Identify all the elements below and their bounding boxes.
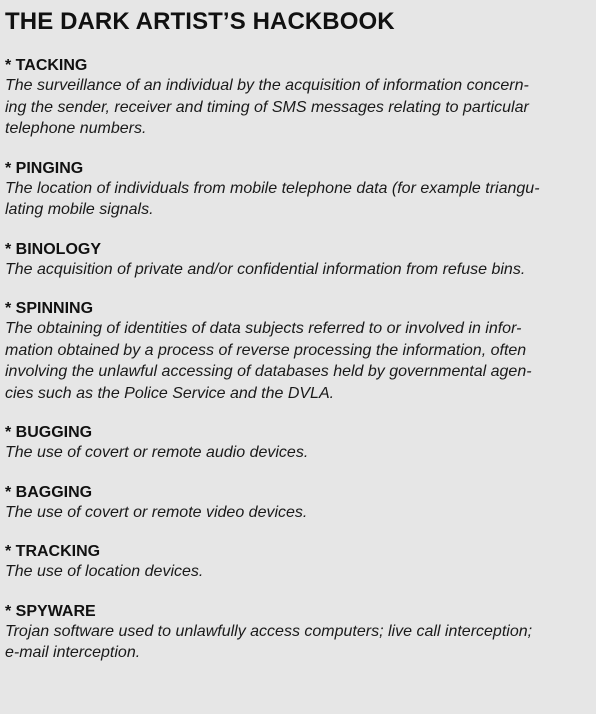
definition-line: telephone numbers. bbox=[5, 120, 147, 137]
definition-line: cies such as the Police Service and the DVLA. bbox=[5, 384, 335, 402]
definition-line: ing the sender, receiver and timing of SMS messages relating to particular bbox=[5, 98, 529, 116]
definition-line: The use of covert or remote audio devices. bbox=[5, 444, 309, 461]
entry-definition bbox=[5, 561, 592, 583]
entry-pinging bbox=[5, 159, 592, 221]
definition-line: The use of location devices. bbox=[5, 563, 204, 580]
definition-line: The obtaining of identities of data subjects referred to or involved in infor- bbox=[5, 320, 522, 337]
definition-line: The surveillance of an individual by the acquisition of information concern- bbox=[5, 77, 529, 94]
definition-line: The location of individuals from mobile telephone data (for example triangu- bbox=[5, 179, 540, 197]
definition-line: The acquisition of private and/or confidential information from refuse bins. bbox=[5, 260, 526, 278]
entry-definition bbox=[5, 318, 592, 404]
entry-definition bbox=[5, 442, 592, 464]
definition-line: mation obtained by a process of reverse processing the information, often bbox=[5, 341, 527, 359]
page-title: THE DARK ARTIST’S HACKBOOK bbox=[5, 8, 395, 35]
entry-term: * BAGGING bbox=[5, 483, 93, 501]
entry-tracking bbox=[5, 542, 592, 583]
entry-term: * SPINNING bbox=[5, 300, 94, 317]
entry-term: * TACKING bbox=[5, 57, 88, 74]
entry-bugging bbox=[5, 423, 592, 464]
entry-definition bbox=[5, 621, 592, 664]
definition-line: lating mobile signals. bbox=[5, 201, 154, 218]
entry-term: * TRACKING bbox=[5, 543, 101, 560]
entry-binology bbox=[5, 240, 592, 281]
entry-definition bbox=[5, 178, 592, 221]
entry-spyware bbox=[5, 602, 592, 664]
definition-line: The use of covert or remote video devices. bbox=[5, 503, 308, 521]
definition-line: e-mail interception. bbox=[5, 644, 141, 661]
entry-definition bbox=[5, 502, 592, 524]
entry-term: * SPYWARE bbox=[5, 602, 96, 620]
entry-spinning bbox=[5, 299, 592, 404]
entry-term: * BUGGING bbox=[5, 424, 93, 441]
entry-definition bbox=[5, 259, 592, 281]
entry-term: * BINOLOGY bbox=[5, 240, 102, 258]
entry-bagging bbox=[5, 483, 592, 524]
entry-definition bbox=[5, 75, 592, 140]
entry-tacking bbox=[5, 56, 592, 140]
entry-term: * PINGING bbox=[5, 159, 84, 177]
definition-line: Trojan software used to unlawfully access computers; live call interception; bbox=[5, 622, 533, 640]
definition-line: involving the unlawful accessing of databases held by governmental agen- bbox=[5, 363, 532, 380]
